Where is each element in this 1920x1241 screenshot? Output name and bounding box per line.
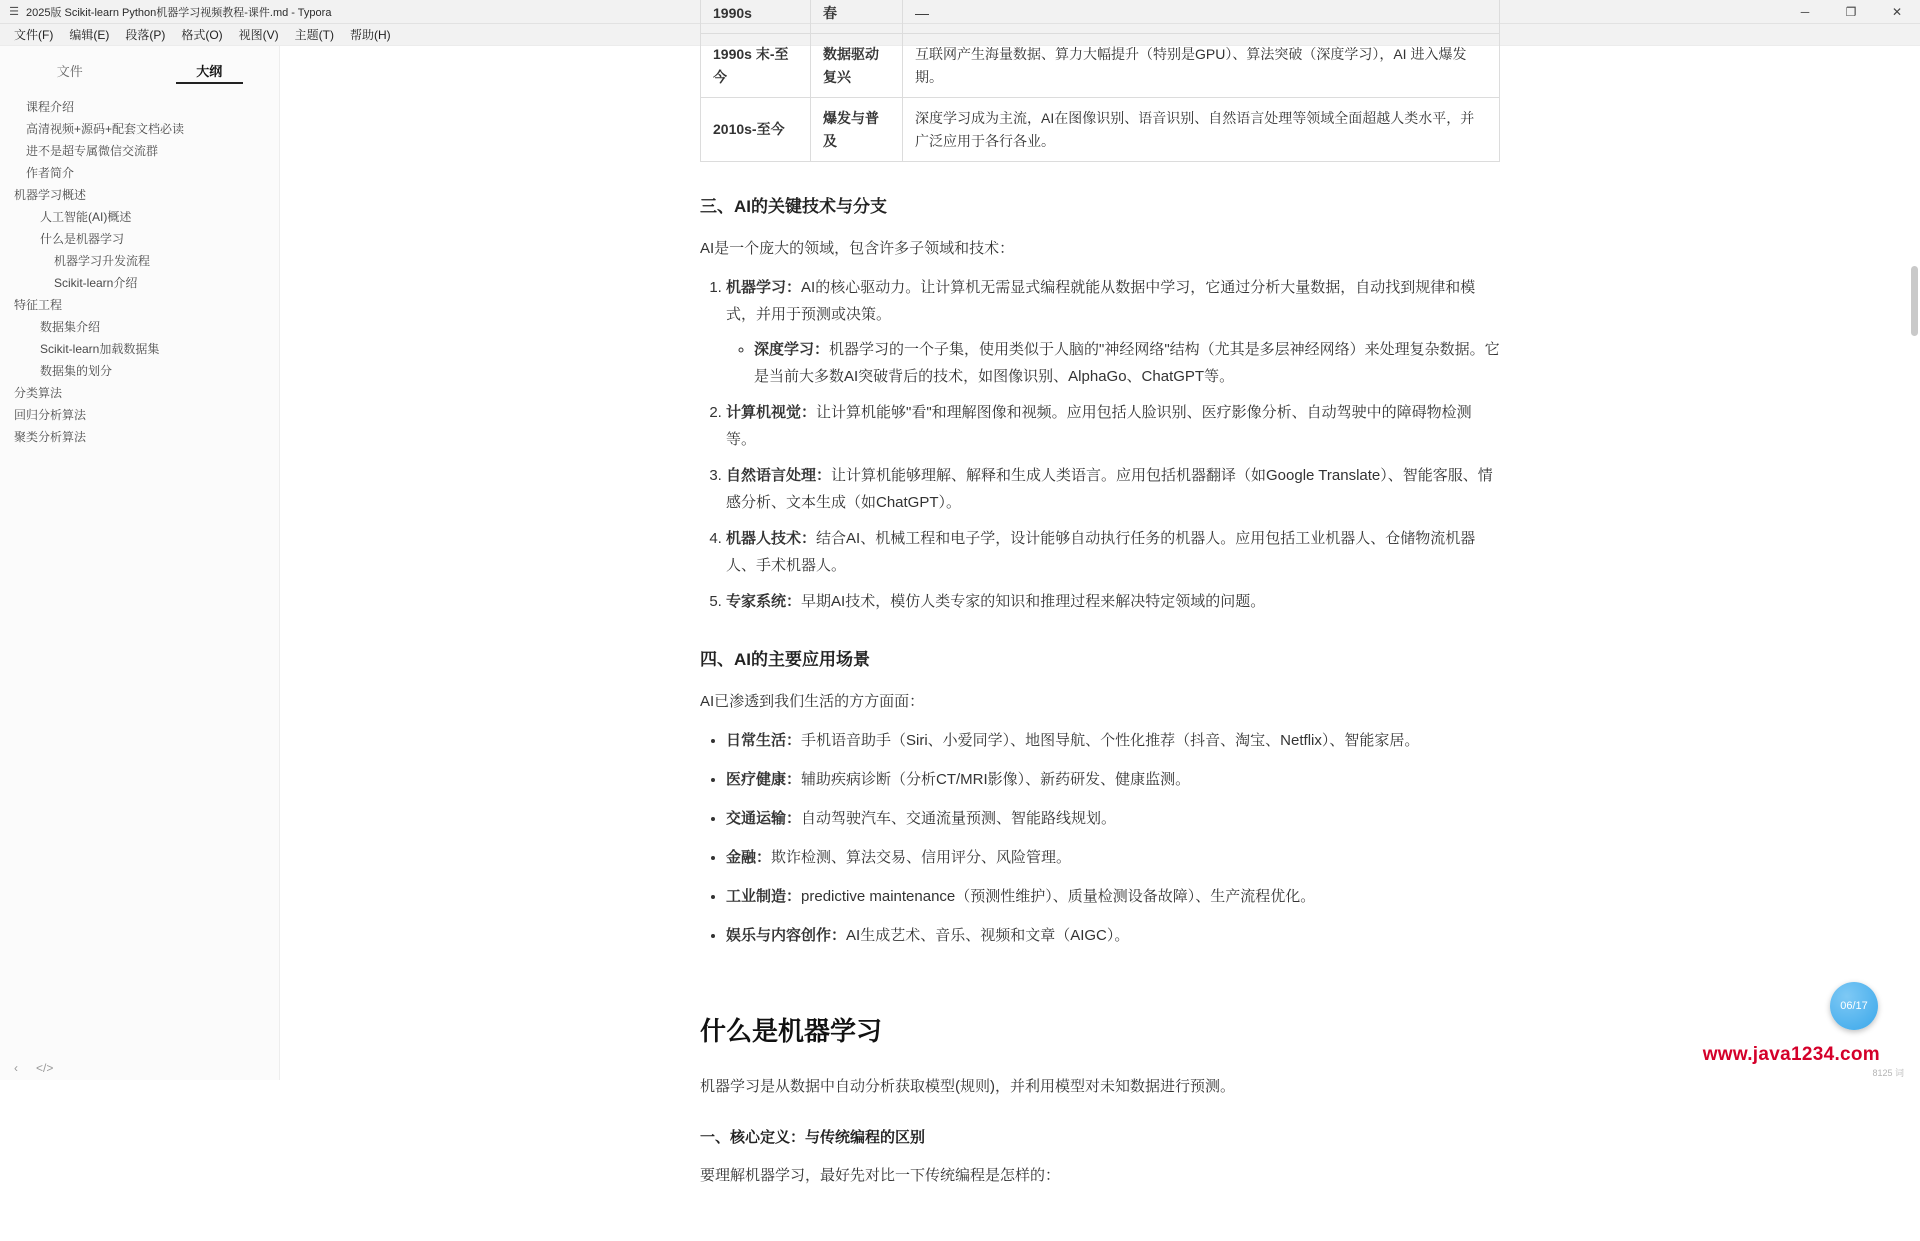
tab-outline[interactable]: 大纲 <box>140 54 280 86</box>
list-item-text: 让计算机能够理解、解释和生成人类语言。应用包括机器翻译（如Google Translate）、智能客服、情感分析、文本生成（如ChatGPT）。 <box>726 466 1493 511</box>
list-item <box>726 844 1500 871</box>
tab-files[interactable]: 文件 <box>56 63 83 79</box>
chapter-sub-heading: 一、核心定义：与传统编程的区别 <box>700 1128 926 1146</box>
menu-theme[interactable]: 主题(T) <box>294 28 334 42</box>
document-content <box>690 0 1510 1241</box>
list-item-term: 交通运输： <box>726 809 802 827</box>
table-row <box>701 98 1500 162</box>
menu-paragraph[interactable]: 段落(P) <box>125 28 166 42</box>
list-item-text: 自动驾驶汽车、交通流量预测、智能路线规划。 <box>801 809 1117 827</box>
word-count: 8125 词 <box>1872 1068 1904 1078</box>
sidebar-footer <box>0 1054 279 1080</box>
table-row <box>701 34 1500 98</box>
outline-item[interactable]: 聚类分析算法 <box>14 430 87 444</box>
list-item-term: 机器人技术： <box>726 529 817 547</box>
menu-format[interactable]: 格式(O) <box>181 28 223 42</box>
window-controls <box>1782 0 1920 24</box>
list-item <box>726 462 1500 516</box>
maximize-button[interactable]: ❐ <box>1845 5 1857 19</box>
outline-item[interactable]: 高清视频+源码+配套文档必读 <box>26 122 185 136</box>
outline-item[interactable]: 课程介绍 <box>26 100 75 114</box>
list-item-term: 计算机视觉： <box>726 403 817 421</box>
menu-edit[interactable]: 编辑(E) <box>69 28 110 42</box>
fab-label: 06/17 <box>1840 1000 1868 1012</box>
chevron-left-icon[interactable]: ‹ <box>14 1060 18 1075</box>
outline-item[interactable]: 数据集的划分 <box>40 364 113 378</box>
nested-list <box>726 336 1500 390</box>
outline-item[interactable]: 人工智能(AI)概述 <box>40 210 132 224</box>
table-cell-period: 2010s-至今 <box>701 98 811 162</box>
clock-icon[interactable] <box>1830 982 1878 1030</box>
list-item <box>726 883 1500 910</box>
chapter-intro: 机器学习是从数据中自动分析获取模型(规则)，并利用模型对未知数据进行预测。 <box>700 1078 1235 1096</box>
list-item-term: 娱乐与内容创作： <box>726 926 847 944</box>
list-item-term: 工业制造： <box>726 887 802 905</box>
list-item-text: predictive maintenance（预测性维护）、质量检测设备故障）、生产流程优化。 <box>801 887 1316 905</box>
list-item <box>726 525 1500 579</box>
outline-item[interactable]: 进不是超专属微信交流群 <box>26 144 159 158</box>
close-button[interactable]: ✕ <box>1891 5 1903 19</box>
outline-list[interactable] <box>0 86 279 1054</box>
list-item-text: 欺诈检测、算法交易、信用评分、风险管理。 <box>771 848 1072 866</box>
sidebar <box>0 46 280 1080</box>
list-item-term: 金融： <box>726 848 772 866</box>
outline-item[interactable]: 回归分析算法 <box>14 408 87 422</box>
document-icon: ☰ <box>9 6 19 18</box>
list-item-text: 早期AI技术，模仿人类专家的知识和推理过程来解决特定领域的问题。 <box>801 592 1266 610</box>
section4-list <box>700 727 1500 949</box>
list-item-text: AI生成艺术、音乐、视频和文章（AIGC）。 <box>846 926 1130 944</box>
outline-item[interactable]: 数据集介绍 <box>40 320 101 334</box>
vertical-scrollbar[interactable] <box>1908 46 1920 1080</box>
table-cell-desc: 深度学习成为主流，AI在图像识别、语音识别、自然语言处理等领域全面超越人类水平，并广泛应用于各行各业。 <box>903 98 1500 162</box>
section-heading-3: 三、AI的关键技术与分支 <box>700 196 887 216</box>
menu-help[interactable]: 帮助(H) <box>349 28 391 42</box>
table-cell-phase: 数据驱动复兴 <box>811 34 903 98</box>
list-item <box>726 805 1500 832</box>
list-item <box>726 727 1500 754</box>
section-heading-4: 四、AI的主要应用场景 <box>700 649 870 669</box>
list-item-text: 结合AI、机械工程和电子学，设计能够自动执行任务的机器人。应用包括工业机器人、仓储物流机器人、手术机器人。 <box>726 529 1476 574</box>
table-cell-desc: — <box>903 0 1500 34</box>
outline-item[interactable]: 机器学习升发流程 <box>54 254 151 268</box>
list-item-text: AI的核心驱动力。让计算机无需显式编程就能从数据中学习，它通过分析大量数据，自动找到规律和模式，并用于预测或决策。 <box>726 278 1476 323</box>
list-item-term: 自然语言处理： <box>726 466 832 484</box>
list-item-text: 手机语音助手（Siri、小爱同学）、地图导航、个性化推荐（抖音、淘宝、Netflix）、智能家居。 <box>801 731 1420 749</box>
outline-item[interactable]: 分类算法 <box>14 386 63 400</box>
code-icon[interactable]: </> <box>36 1060 54 1075</box>
table-cell-phase: 春 <box>811 0 903 34</box>
section3-list <box>700 274 1500 615</box>
outline-item[interactable]: 机器学习概述 <box>14 188 87 202</box>
list-item <box>726 588 1500 615</box>
window-title: 2025版 Scikit-learn Python机器学习视频教程-课件.md - Typora <box>26 6 332 19</box>
chapter-cut-line: 要理解机器学习，最好先对比一下传统编程是怎样的： <box>700 1166 1061 1184</box>
list-item-term: 深度学习： <box>754 340 830 358</box>
list-item <box>726 399 1500 453</box>
watermark: www.java1234.com <box>1702 1044 1880 1065</box>
ai-history-table <box>700 0 1500 162</box>
list-item-term: 日常生活： <box>726 731 802 749</box>
outline-item[interactable]: 作者简介 <box>26 166 75 180</box>
list-item <box>754 336 1500 390</box>
sidebar-tabs <box>0 46 279 86</box>
table-cell-period: 1990s 末-至今 <box>701 34 811 98</box>
list-item <box>726 922 1500 949</box>
section3-intro: AI是一个庞大的领域，包含许多子领域和技术： <box>700 239 1015 257</box>
menu-view[interactable]: 视图(V) <box>238 28 279 42</box>
table-cell-desc: 互联网产生海量数据、算力大幅提升（特别是GPU）、算法突破（深度学习），AI 进入爆发期。 <box>903 34 1500 98</box>
chapter-title: 什么是机器学习 <box>700 1015 883 1046</box>
scrollbar-thumb[interactable] <box>1911 266 1918 336</box>
list-item-term: 专家系统： <box>726 592 802 610</box>
list-item <box>726 274 1500 390</box>
list-item-text: 机器学习的一个子集，使用类似于人脑的"神经网络"结构（尤其是多层神经网络）来处理复杂数据。它是当前大多数AI突破背后的技术，如图像识别、AlphaGo、ChatGPT等。 <box>754 340 1500 385</box>
outline-item[interactable]: Scikit-learn介绍 <box>54 276 138 290</box>
table-row <box>701 0 1500 34</box>
list-item-text: 辅助疾病诊断（分析CT/MRI影像）、新药研发、健康监测。 <box>801 770 1191 788</box>
list-item-term: 机器学习： <box>726 278 802 296</box>
minimize-button[interactable]: ─ <box>1800 5 1810 19</box>
list-item-term: 医疗健康： <box>726 770 802 788</box>
table-cell-period: 1990s <box>701 0 811 34</box>
list-item-text: 让计算机能够"看"和理解图像和视频。应用包括人脸识别、医疗影像分析、自动驾驶中的障碍物检测等。 <box>726 403 1472 448</box>
table-cell-phase: 爆发与普及 <box>811 98 903 162</box>
outline-item[interactable]: Scikit-learn加载数据集 <box>40 342 160 356</box>
menu-file[interactable]: 文件(F) <box>14 28 54 42</box>
section4-intro: AI已渗透到我们生活的方方面面： <box>700 692 925 710</box>
outline-item[interactable]: 特征工程 <box>14 298 63 312</box>
outline-item[interactable]: 什么是机器学习 <box>40 232 125 246</box>
list-item <box>726 766 1500 793</box>
